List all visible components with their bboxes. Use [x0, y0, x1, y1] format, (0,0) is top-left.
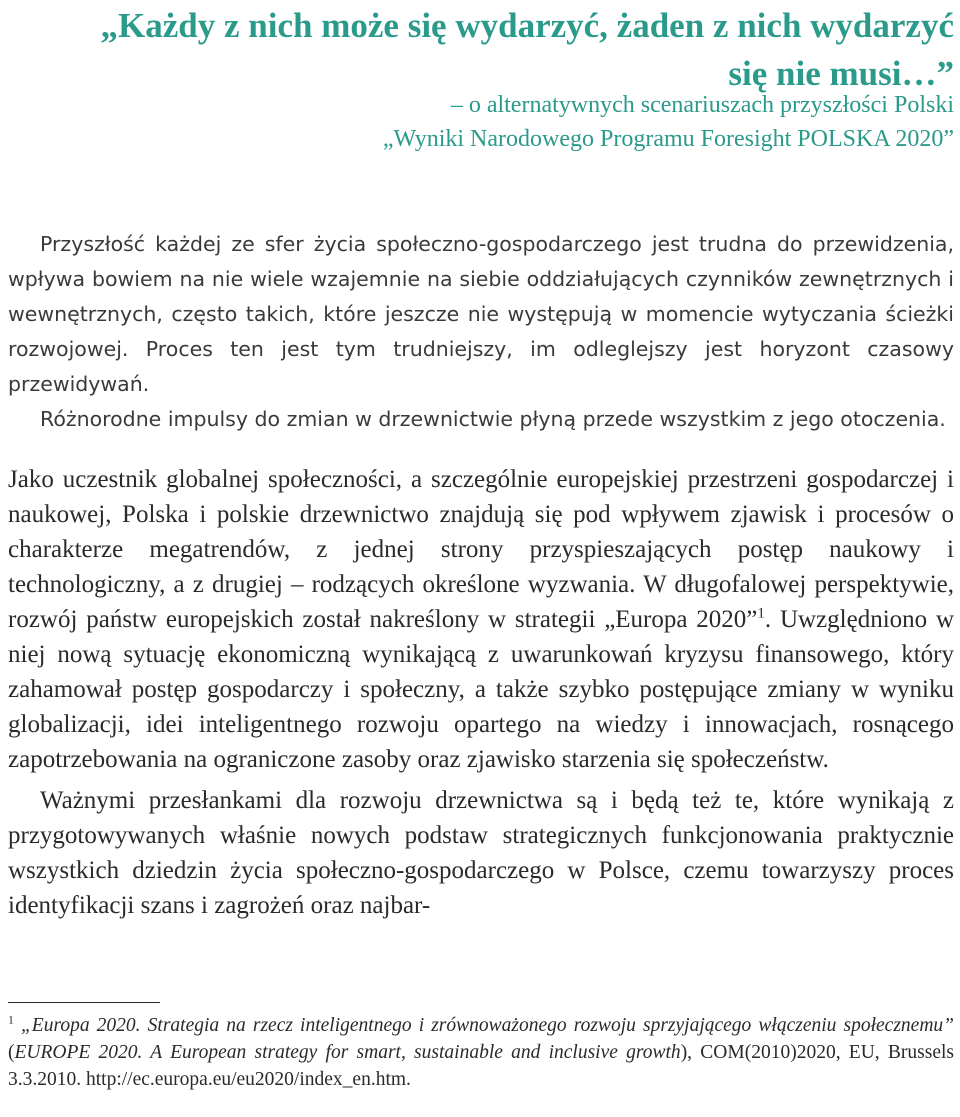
footnote [8, 1012, 954, 1093]
footnote-number: 1 [8, 1013, 14, 1027]
intro-block [8, 227, 954, 437]
paragraph-3: Ważnymi przesłankami dla rozwoju drzewnictwa są i będą też te, które wynikają z przygotowywanych właśnie nowych podstaw strategicznych funkcjonowania praktycznie wszystkich dziedzin życia społeczno-gospodarczego w Polsce, czemu towarzyszy proces identyfikacji szans i zagrożeń oraz najbar- [8, 787, 954, 919]
paragraph-1: Przyszłość każdej ze sfer życia społeczno-gospodarczego jest trudna do przewidzenia, wpływa bowiem na nie wiele wzajemnie na siebie oddziałujących czynników zewnętrznych i wewnętrznych, często takich, które jeszcze nie występują w momencie wytyczania ścieżki rozwojowej. Proces ten jest tym trudniejszy, im odleglejszy jest horyzont czasowy przewidywań. [8, 232, 954, 396]
footnote-reference[interactable]: 1 [757, 605, 765, 622]
paragraph-2-start: Różnorodne impulsy do zmian w drzewnictwie płyną przede wszystkim z jego otoczenia. [40, 407, 946, 431]
footnote-paren-open: ( [8, 1042, 15, 1063]
footnote-separator [8, 1002, 160, 1003]
footnote-title: „Europa 2020. Strategia na rzecz inteligentnego i zrównoważonego rozwoju sprzyjającego włączeniu społecznemu” [20, 1015, 954, 1036]
subtitle-line-2: „Wyniki Narodowego Programu Foresight POLSKA 2020” [382, 126, 954, 152]
paragraph-2-part-2: . Uwzględniono w niej nową sytuację ekonomiczną wynikającą z uwarunkowań kryzysu finansowego, który zahamował postęp gospodarczy i społeczny, a także szybko postępujące zmiany w wyniku globalizacji, idei inteligentnego rozwoju opartego na wiedzy i innowacjach, rosnącego zapotrzebowania na ograniczone zasoby oraz zjawisko starzenia się społeczeństw. [8, 606, 954, 773]
page-title: „Każdy z nich może się wydarzyć, żaden z nich wydarzyć się nie musi…” [100, 6, 954, 93]
subtitle [54, 88, 954, 156]
paragraph-2-continued [8, 462, 954, 777]
paragraph-2-part-1: Jako uczestnik globalnej społeczności, a szczególnie europejskiej przestrzeni gospodarczej i naukowej, Polska i polskie drzewnictwo znajdują się pod wpływem zjawisk i procesów o charakterze megatrendów, z jednej strony przyspieszających postęp naukowy i technologiczny, a z drugiej – rodzących określone wyzwania. W długofalowej perspektywie, rozwój państw europejskich został nakreślony w strategii „Europa 2020” [8, 466, 954, 633]
footnote-english-title: EUROPE 2020. A European strategy for smart, sustainable and inclusive growth [14, 1042, 681, 1063]
subtitle-line-1: – o alternatywnych scenariuszach przyszłości Polski [450, 92, 954, 118]
footnote-reference-text: ), COM(2010)2020, EU, Brussels 3.3.2010. http://ec.europa.eu/eu2020/index_en.htm. [8, 1042, 954, 1090]
main-text-block [8, 462, 954, 923]
